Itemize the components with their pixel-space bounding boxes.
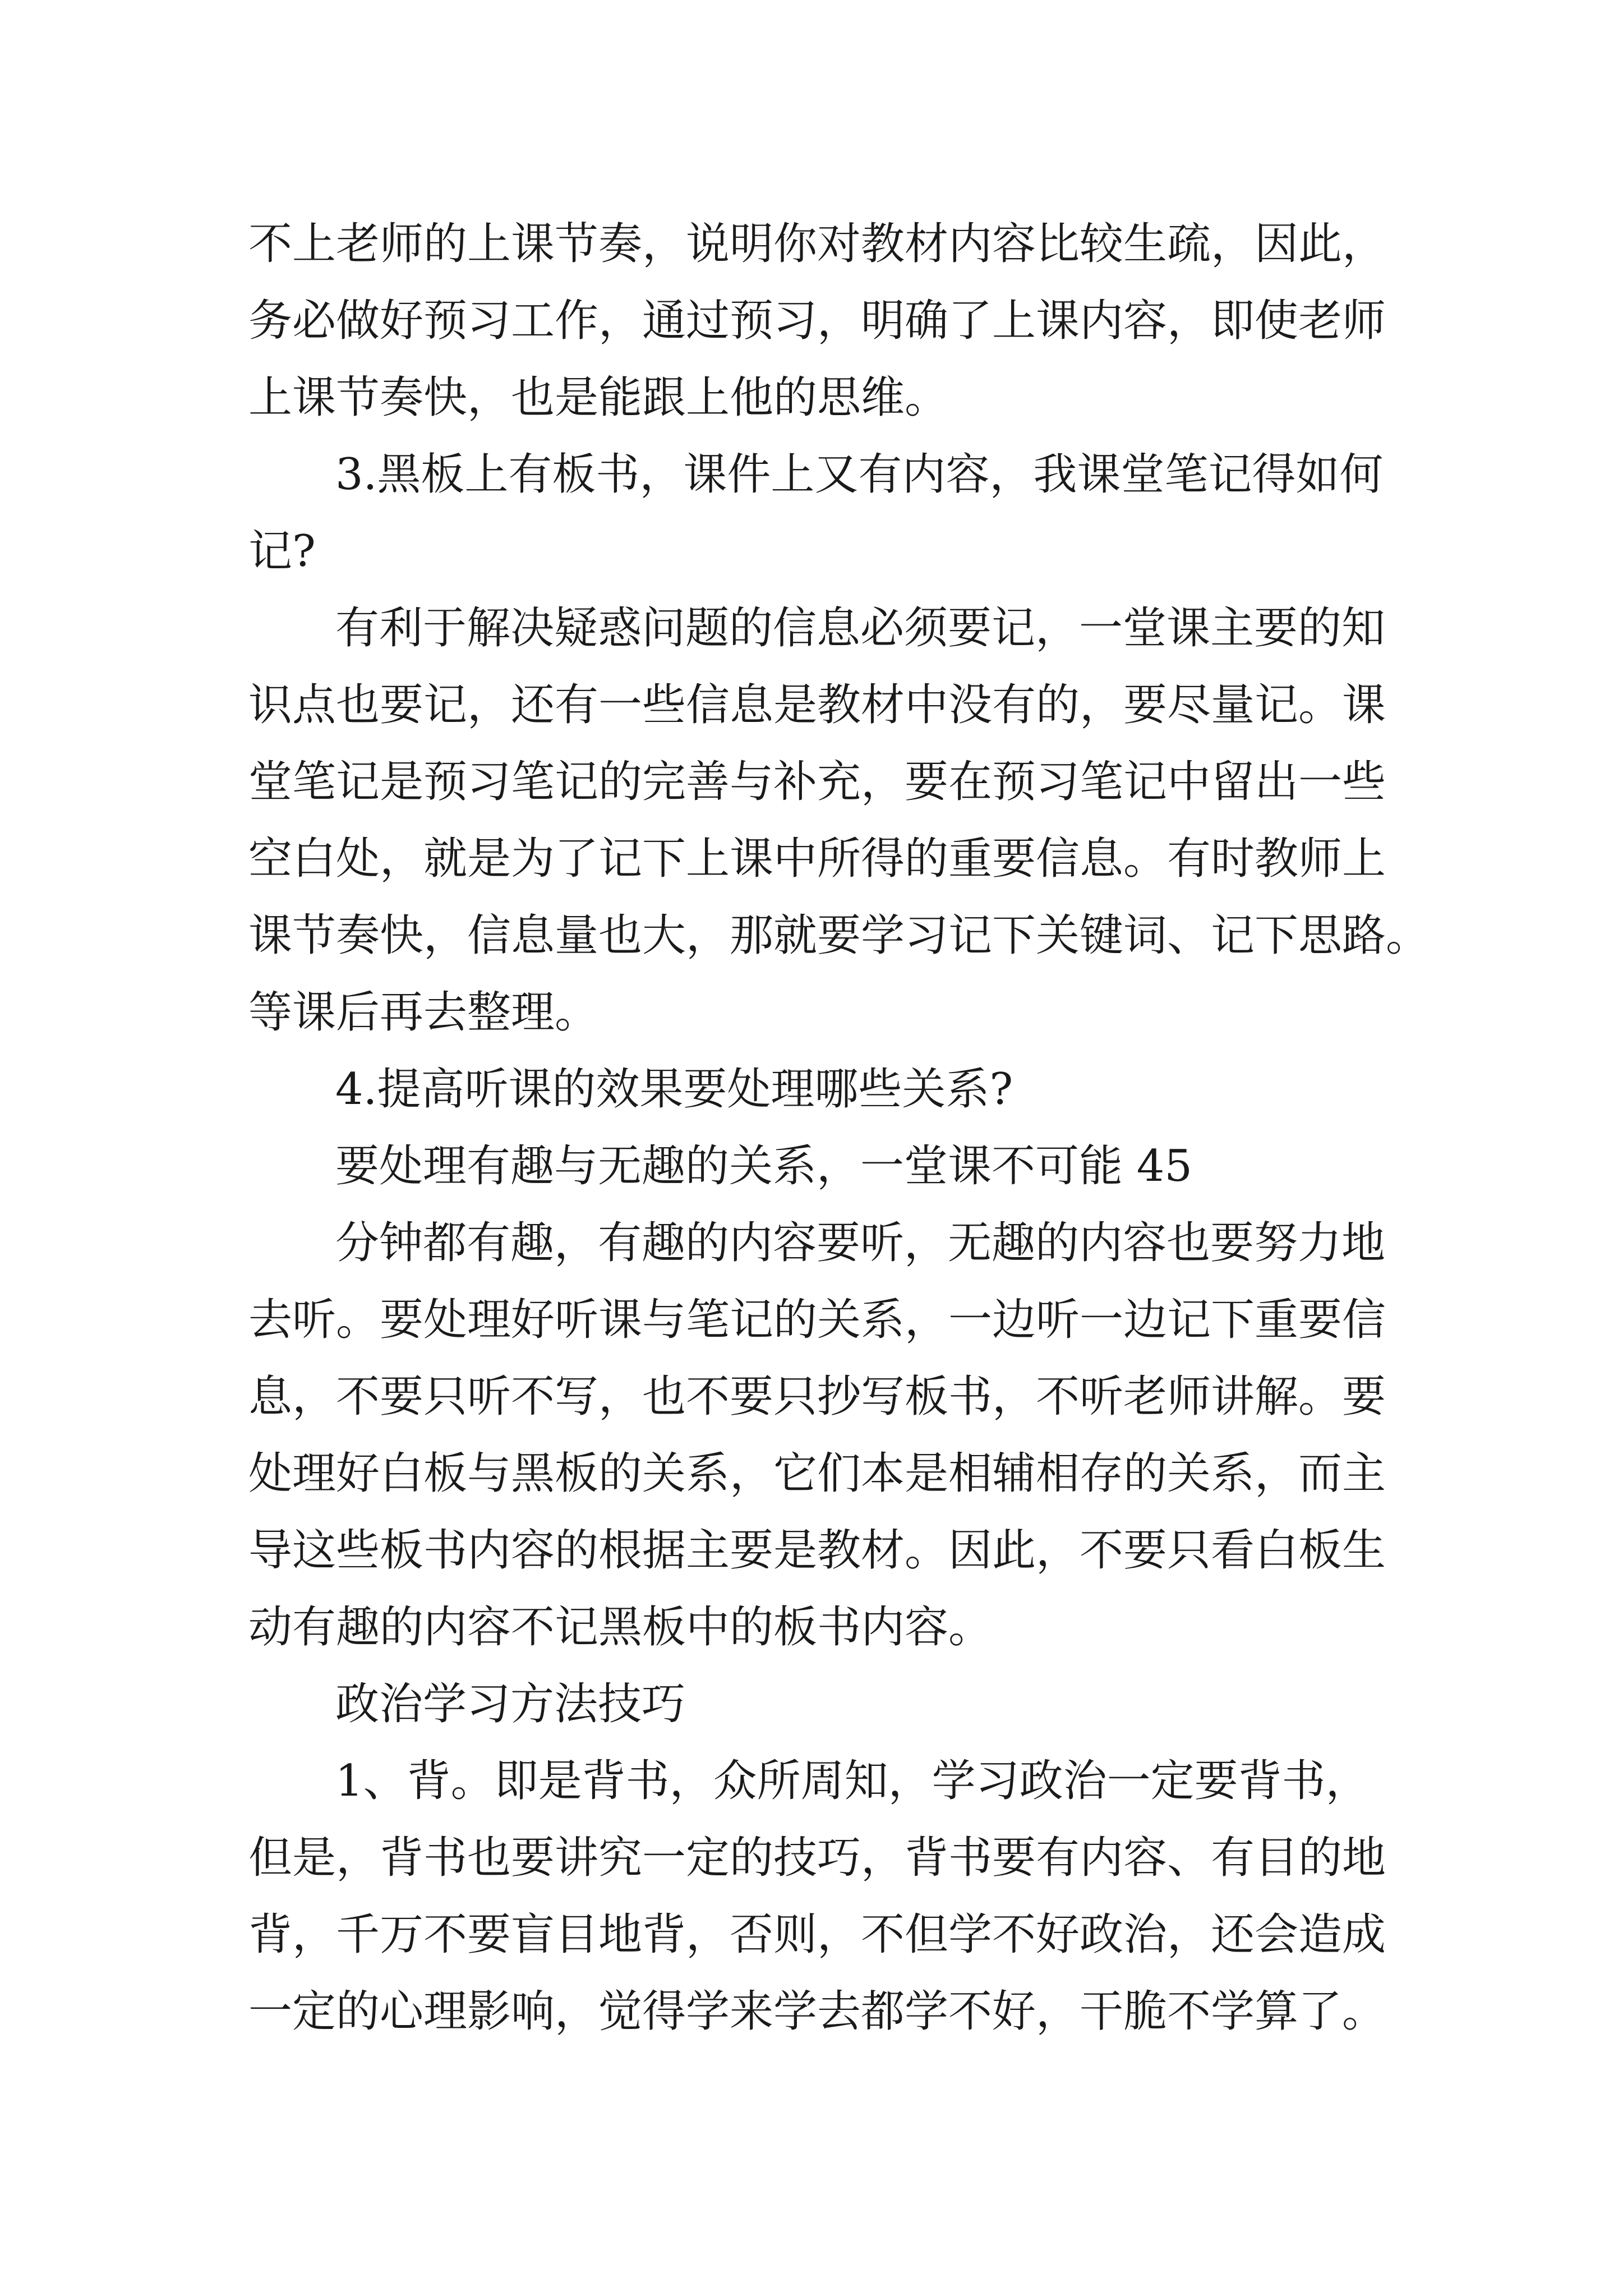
text-line: 背，千万不要盲目地背，否则，不但学不好政治，还会造成 (248, 1910, 1386, 1960)
text-line: 息，不要只听不写，也不要只抄写板书，不听老师讲解。要 (248, 1372, 1386, 1422)
text-line: 等课后再去整理。 (248, 987, 599, 1038)
text-line: 处理好白板与黑板的关系，它们本是相辅相存的关系，而主 (248, 1448, 1386, 1499)
text-line: 分钟都有趣，有趣的内容要听，无趣的内容也要努力地 (335, 1218, 1386, 1268)
text-line: 导这些板书内容的根据主要是教材。因此，不要只看白板生 (248, 1525, 1386, 1576)
paragraph-start: 要处理有趣与无趣的关系，一堂课不可能 45 (335, 1141, 1193, 1191)
question-heading: 3.黑板上有板书，课件上又有内容，我课堂笔记得如何 (335, 449, 1384, 500)
text-line: 识点也要记，还有一些信息是教材中没有的，要尽量记。课 (248, 680, 1386, 730)
text-line: 去听。要处理好听课与笔记的关系，一边听一边记下重要信 (248, 1295, 1386, 1345)
text-line: 但是，背书也要讲究一定的技巧，背书要有内容、有目的地 (248, 1833, 1386, 1883)
text-line: 记? (248, 526, 316, 577)
text-line: 动有趣的内容不记黑板中的板书内容。 (248, 1602, 993, 1653)
section-heading: 政治学习方法技巧 (335, 1679, 686, 1729)
text-line: 堂笔记是预习笔记的完善与补充，要在预习笔记中留出一些 (248, 757, 1386, 807)
paragraph-start: 1、背。即是背书，众所周知，学习政治一定要背书， (335, 1756, 1370, 1806)
text-line: 课节奏快，信息量也大，那就要学习记下关键词、记下思路。 (248, 910, 1430, 961)
text-line: 空白处，就是为了记下上课中所得的重要信息。有时教师上 (248, 834, 1386, 884)
text-line: 务必做好预习工作，通过预习，明确了上课内容，即使老师 (248, 296, 1386, 346)
text-line: 不上老师的上课节奏，说明你对教材内容比较生疏，因此， (248, 219, 1386, 269)
paragraph-start: 有利于解决疑惑问题的信息必须要记，一堂课主要的知 (335, 603, 1386, 654)
question-heading: 4.提高听课的效果要处理哪些关系? (335, 1064, 1013, 1115)
text-line: 一定的心理影响，觉得学来学去都学不好，干脆不学算了。 (248, 1986, 1386, 2037)
text-line: 上课节奏快，也是能跟上他的思维。 (248, 372, 949, 423)
